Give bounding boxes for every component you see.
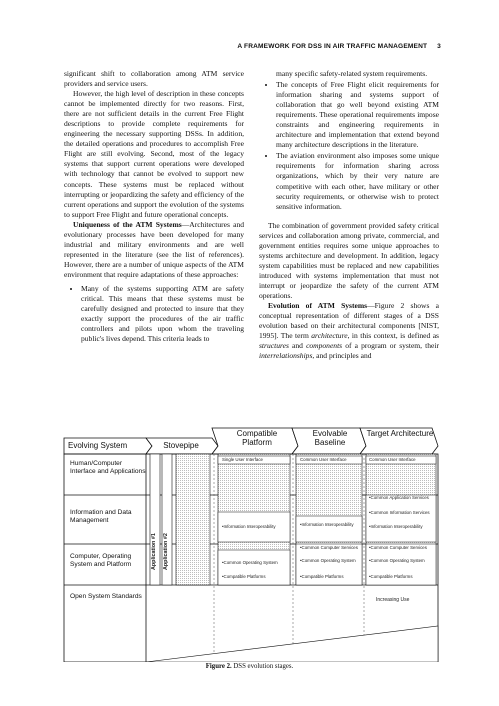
cell-evol-info: • Information Interoperability <box>300 522 358 527</box>
right-column <box>259 69 439 361</box>
cell-single-user-interface: Single User Interface <box>222 457 263 462</box>
figure-dss-evolution <box>62 426 440 676</box>
paragraph-uniqueness <box>64 220 244 280</box>
row-label-data-mgmt: Information and Data Management <box>70 509 132 524</box>
cell-target-comp: • Common Computer Services <box>369 545 433 550</box>
caption-label: Figure 2. <box>205 663 232 670</box>
evolution-text-e: , and principles and <box>312 351 372 361</box>
paragraph-uniqueness-body: —Architectures and evolutionary processes have been developed for many industrial and military environments and are well represented in the literature (see the list of references). However, there are a number of unique aspects of the ATM environment that require adaptations of these approaches: <box>64 219 244 279</box>
label-application-1: Application #1 <box>151 533 157 570</box>
evolution-text-d: of a program or system, their <box>342 341 439 351</box>
evolution-text-b: , in this context, is defined as <box>347 331 439 341</box>
cell-evol-os: • Common Operating System <box>300 558 358 563</box>
paragraph-evolution <box>259 301 439 361</box>
term-architecture: architecture <box>311 331 348 341</box>
running-head <box>237 43 441 50</box>
cell-target-os: • Common Operating System <box>369 558 433 563</box>
bullet-continuation: many specific safety-related system requirements. <box>276 69 428 78</box>
bullet-safety-critical: • Many of the systems supporting ATM are safety critical. This means that these systems must be carefully designed and protected to insure that they exactly support the procedures of the air traffic controllers and pilots upon whom the traveling public's lives depend. This criteria leads to <box>81 284 244 344</box>
evolution-text-a: —Figure 2 shows a conceptual representation of different stages of a DSS evolution based on their architectural components [NIST, 1995]. The term <box>259 301 439 341</box>
bullet-free-flight: • The concepts of Free Flight elicit requirements for information sharing and systems support of collaboration that go well beyond existing ATM requirements. These operational requirements impose constraints and engineering requirements in architecture and implementation that extend beyond many architecture descriptions in the literature. <box>276 80 439 150</box>
term-interrelationships: interrelationships <box>259 351 313 361</box>
term-structures: structures <box>259 341 289 351</box>
row-label-platform: Computer, Operating System and Platform <box>70 553 132 568</box>
bullet-list-left <box>64 284 244 344</box>
paragraph-however: However, the high level of description in these concepts cannot be implemented directly for two reasons. First, there are not sufficient details in the current Free Flight descriptions to provide complete requirements for engineering the necessary supporting DSSs. In addition, the detailed operations and procedures to accomplish Free Flight are still evolving. Second, most of the legacy systems that support current operations were developed with technology that cannot be evolved to support new concepts. These systems must be replaced without interrupting or jeopardizing the safety and efficiency of the current operations and support the evolution of the systems to support Free Flight and future operational concepts. <box>64 89 244 219</box>
caption-text: DSS evolution stages. <box>231 663 294 670</box>
figure-caption <box>0 663 499 670</box>
term-components: components <box>306 341 343 351</box>
running-head-title: A FRAMEWORK FOR DSS IN AIR TRAFFIC MANAGEMENT <box>237 43 428 50</box>
runin-heading-uniqueness: Uniqueness of the ATM Systems <box>73 219 182 229</box>
cell-target-app-services: • Common Application Services <box>369 495 433 500</box>
header-evolving-system: Evolving System <box>68 441 128 450</box>
cell-target-info-services: • Common Information Services <box>369 510 433 515</box>
evolution-text-c: and <box>288 341 307 351</box>
paragraph-continuation: significant shift to collaboration among ATM service providers and service users. <box>64 69 244 89</box>
paragraph-combination: The combination of government provided safety critical services and collaboration among private, commercial, and government entities requires some unique approaches to systems architecture and development. In addition, legacy system capabilities must be replaced and new capabilities introduced with systems implementation that must not interrupt or jeopardize the safety of the current ATM operations. <box>259 220 439 300</box>
cell-compat-info: • Information Interoperability <box>222 524 290 529</box>
page-number: 3 <box>437 43 441 50</box>
cell-target-ui: Common User Interface <box>369 457 416 462</box>
row-label-hci: Human/Computer Interface and Applications <box>70 460 146 475</box>
increasing-use-wedge <box>146 626 438 662</box>
left-column <box>64 69 244 348</box>
header-stovepipe: Stovepipe <box>163 441 199 450</box>
label-increasing-use: Increasing Use <box>376 597 410 603</box>
header-evolvable-baseline: Evolvable Baseline <box>312 429 348 447</box>
cell-compat-platforms: • Compatible Platforms <box>222 574 290 579</box>
header-compatible-platform: Compatible Platform <box>236 429 278 447</box>
bullet-list-right <box>259 80 439 212</box>
bullet-aviation-environment: • The aviation environment also imposes some unique requirements for information sharing across organizations, which by their very nature are competitive with each other, have military or other security requirements, or otherwise wish to protect sensitive information. <box>276 151 439 211</box>
label-application-2: Application #2 <box>163 533 169 570</box>
header-target-architecture: Target Architecture <box>366 429 434 438</box>
runin-heading-evolution: Evolution of ATM Systems <box>268 301 368 311</box>
cell-compat-os: • Common Operating System <box>222 560 290 565</box>
row-label-standards: Open System Standards <box>70 593 142 600</box>
cell-evol-platforms: • Compatible Platforms <box>300 574 358 579</box>
cell-evol-ui: Common User Interface <box>300 457 347 462</box>
cell-target-platforms: • Compatible Platforms <box>369 574 433 579</box>
cell-evol-comp: • Common Computer Services <box>300 545 358 550</box>
cell-target-info: • Information Interoperability <box>369 524 433 529</box>
